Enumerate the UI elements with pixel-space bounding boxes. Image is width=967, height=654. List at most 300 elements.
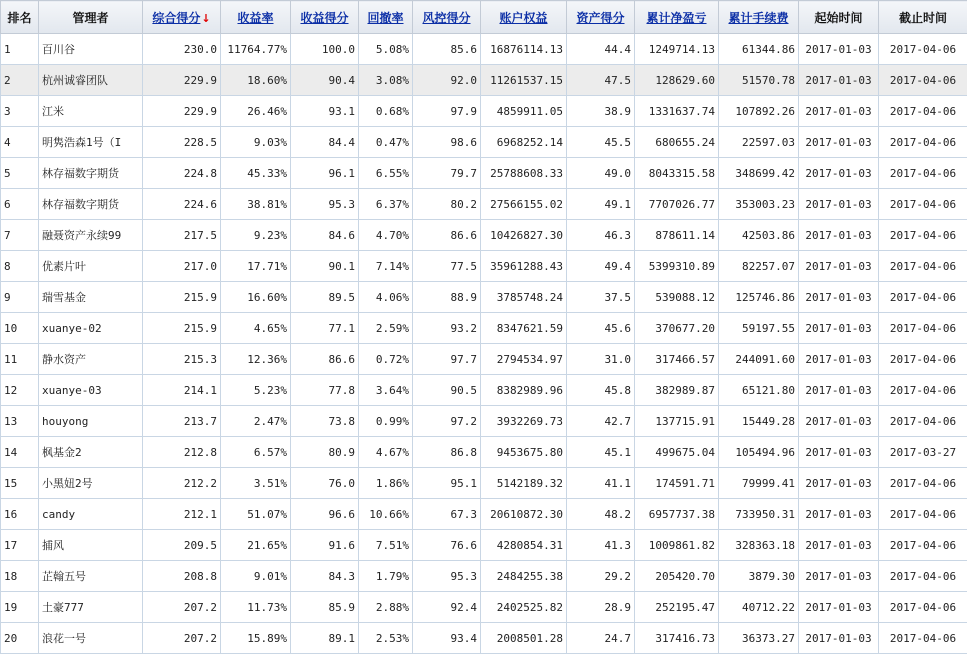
cell-end: 2017-04-06: [879, 158, 967, 189]
cell-return_rate: 9.03%: [221, 127, 291, 158]
cell-composite: 215.9: [143, 313, 221, 344]
cell-risk_score: 98.6: [413, 127, 481, 158]
cell-manager: xuanye-02: [39, 313, 143, 344]
column-header-drawdown[interactable]: [359, 1, 413, 34]
cell-return_score: 86.6: [291, 344, 359, 375]
cell-end: 2017-04-06: [879, 499, 967, 530]
cell-composite: 207.2: [143, 592, 221, 623]
cell-return_rate: 11764.77%: [221, 34, 291, 65]
cell-return_rate: 18.60%: [221, 65, 291, 96]
cell-return_score: 89.1: [291, 623, 359, 654]
cell-asset_score: 38.9: [567, 96, 635, 127]
cell-rank: 1: [1, 34, 39, 65]
cell-fees: 22597.03: [719, 127, 799, 158]
cell-asset_score: 45.6: [567, 313, 635, 344]
cell-risk_score: 92.0: [413, 65, 481, 96]
cell-return_rate: 38.81%: [221, 189, 291, 220]
table-row[interactable]: [1, 34, 967, 65]
table-row[interactable]: [1, 437, 967, 468]
cell-drawdown: 2.53%: [359, 623, 413, 654]
sort-link-composite[interactable]: 综合得分: [152, 10, 201, 25]
sort-link-asset_score[interactable]: 资产得分: [576, 10, 625, 25]
cell-asset_score: 41.3: [567, 530, 635, 561]
cell-fees: 125746.86: [719, 282, 799, 313]
cell-drawdown: 3.08%: [359, 65, 413, 96]
cell-manager: 江米: [39, 96, 143, 127]
cell-return_score: 90.4: [291, 65, 359, 96]
cell-manager: 林存福数字期货: [39, 189, 143, 220]
cell-end: 2017-04-06: [879, 344, 967, 375]
cell-start: 2017-01-03: [799, 96, 879, 127]
cell-return_rate: 11.73%: [221, 592, 291, 623]
cell-end: 2017-04-06: [879, 623, 967, 654]
cell-equity: 8347621.59: [481, 313, 567, 344]
cell-end: 2017-04-06: [879, 530, 967, 561]
cell-return_rate: 3.51%: [221, 468, 291, 499]
cell-return_score: 77.1: [291, 313, 359, 344]
cell-net_pnl: 370677.20: [635, 313, 719, 344]
cell-asset_score: 31.0: [567, 344, 635, 375]
cell-risk_score: 95.1: [413, 468, 481, 499]
cell-risk_score: 93.4: [413, 623, 481, 654]
cell-return_score: 77.8: [291, 375, 359, 406]
sort-link-return_rate[interactable]: 收益率: [237, 10, 274, 25]
column-header-asset_score[interactable]: [567, 1, 635, 34]
cell-return_rate: 21.65%: [221, 530, 291, 561]
cell-drawdown: 4.70%: [359, 220, 413, 251]
cell-equity: 11261537.15: [481, 65, 567, 96]
column-header-net_pnl[interactable]: [635, 1, 719, 34]
cell-manager: 枫基金2: [39, 437, 143, 468]
cell-manager: 捕风: [39, 530, 143, 561]
cell-composite: 215.9: [143, 282, 221, 313]
column-label-rank: 排名: [7, 10, 32, 25]
cell-rank: 15: [1, 468, 39, 499]
cell-start: 2017-01-03: [799, 499, 879, 530]
cell-fees: 79999.41: [719, 468, 799, 499]
cell-manager: 明隽浩森1号（I: [39, 127, 143, 158]
sort-link-risk_score[interactable]: 风控得分: [422, 10, 471, 25]
cell-drawdown: 7.51%: [359, 530, 413, 561]
cell-asset_score: 24.7: [567, 623, 635, 654]
cell-return_score: 93.1: [291, 96, 359, 127]
cell-drawdown: 0.99%: [359, 406, 413, 437]
cell-net_pnl: 137715.91: [635, 406, 719, 437]
cell-manager: houyong: [39, 406, 143, 437]
cell-equity: 27566155.02: [481, 189, 567, 220]
cell-start: 2017-01-03: [799, 158, 879, 189]
sort-link-equity[interactable]: 账户权益: [499, 10, 548, 25]
cell-start: 2017-01-03: [799, 251, 879, 282]
cell-fees: 3879.30: [719, 561, 799, 592]
cell-drawdown: 1.86%: [359, 468, 413, 499]
cell-fees: 82257.07: [719, 251, 799, 282]
cell-manager: 瑞雪基金: [39, 282, 143, 313]
cell-composite: 230.0: [143, 34, 221, 65]
cell-risk_score: 95.3: [413, 561, 481, 592]
cell-rank: 20: [1, 623, 39, 654]
cell-start: 2017-01-03: [799, 437, 879, 468]
table-row[interactable]: [1, 127, 967, 158]
cell-risk_score: 97.7: [413, 344, 481, 375]
cell-equity: 10426827.30: [481, 220, 567, 251]
cell-rank: 6: [1, 189, 39, 220]
cell-asset_score: 46.3: [567, 220, 635, 251]
cell-return_score: 76.0: [291, 468, 359, 499]
cell-risk_score: 79.7: [413, 158, 481, 189]
cell-equity: 3932269.73: [481, 406, 567, 437]
cell-start: 2017-01-03: [799, 65, 879, 96]
cell-net_pnl: 1249714.13: [635, 34, 719, 65]
cell-composite: 224.8: [143, 158, 221, 189]
cell-return_rate: 26.46%: [221, 96, 291, 127]
cell-rank: 8: [1, 251, 39, 282]
cell-fees: 733950.31: [719, 499, 799, 530]
cell-start: 2017-01-03: [799, 282, 879, 313]
cell-fees: 36373.27: [719, 623, 799, 654]
cell-equity: 3785748.24: [481, 282, 567, 313]
column-header-risk_score[interactable]: [413, 1, 481, 34]
cell-equity: 9453675.80: [481, 437, 567, 468]
column-header-rank: [1, 1, 39, 34]
cell-fees: 65121.80: [719, 375, 799, 406]
cell-start: 2017-01-03: [799, 313, 879, 344]
cell-return_score: 85.9: [291, 592, 359, 623]
cell-end: 2017-03-27: [879, 437, 967, 468]
column-label-manager: 管理者: [72, 10, 109, 25]
cell-asset_score: 49.1: [567, 189, 635, 220]
cell-rank: 16: [1, 499, 39, 530]
cell-equity: 5142189.32: [481, 468, 567, 499]
cell-start: 2017-01-03: [799, 127, 879, 158]
cell-rank: 5: [1, 158, 39, 189]
cell-fees: 348699.42: [719, 158, 799, 189]
cell-fees: 107892.26: [719, 96, 799, 127]
cell-asset_score: 49.0: [567, 158, 635, 189]
cell-composite: 212.1: [143, 499, 221, 530]
cell-asset_score: 48.2: [567, 499, 635, 530]
cell-composite: 214.1: [143, 375, 221, 406]
table-row[interactable]: [1, 65, 967, 96]
cell-net_pnl: 205420.70: [635, 561, 719, 592]
cell-rank: 18: [1, 561, 39, 592]
table-row[interactable]: [1, 592, 967, 623]
cell-end: 2017-04-06: [879, 127, 967, 158]
cell-start: 2017-01-03: [799, 561, 879, 592]
cell-manager: 百川谷: [39, 34, 143, 65]
cell-fees: 15449.28: [719, 406, 799, 437]
table-body: [1, 34, 967, 654]
table-row[interactable]: [1, 189, 967, 220]
cell-net_pnl: 317466.57: [635, 344, 719, 375]
cell-equity: 2794534.97: [481, 344, 567, 375]
cell-start: 2017-01-03: [799, 592, 879, 623]
cell-start: 2017-01-03: [799, 220, 879, 251]
cell-fees: 40712.22: [719, 592, 799, 623]
cell-rank: 19: [1, 592, 39, 623]
cell-fees: 328363.18: [719, 530, 799, 561]
cell-asset_score: 42.7: [567, 406, 635, 437]
cell-net_pnl: 499675.04: [635, 437, 719, 468]
cell-composite: 224.6: [143, 189, 221, 220]
table-row[interactable]: [1, 530, 967, 561]
cell-asset_score: 41.1: [567, 468, 635, 499]
cell-end: 2017-04-06: [879, 561, 967, 592]
cell-risk_score: 85.6: [413, 34, 481, 65]
cell-manager: 浪花一号: [39, 623, 143, 654]
column-header-start: [799, 1, 879, 34]
cell-net_pnl: 878611.14: [635, 220, 719, 251]
cell-return_rate: 9.01%: [221, 561, 291, 592]
cell-manager: 静水资产: [39, 344, 143, 375]
cell-fees: 244091.60: [719, 344, 799, 375]
cell-equity: 6968252.14: [481, 127, 567, 158]
cell-fees: 59197.55: [719, 313, 799, 344]
table-row[interactable]: [1, 623, 967, 654]
cell-return_rate: 5.23%: [221, 375, 291, 406]
column-header-manager: [39, 1, 143, 34]
cell-end: 2017-04-06: [879, 189, 967, 220]
cell-manager: 优素片叶: [39, 251, 143, 282]
cell-drawdown: 6.37%: [359, 189, 413, 220]
table-row[interactable]: [1, 158, 967, 189]
cell-manager: 林存福数字期货: [39, 158, 143, 189]
cell-equity: 16876114.13: [481, 34, 567, 65]
cell-return_score: 89.5: [291, 282, 359, 313]
column-label-end: 截止时间: [898, 10, 947, 25]
cell-manager: candy: [39, 499, 143, 530]
cell-composite: 229.9: [143, 96, 221, 127]
cell-return_rate: 51.07%: [221, 499, 291, 530]
cell-start: 2017-01-03: [799, 375, 879, 406]
table-header: [1, 1, 967, 34]
cell-return_rate: 45.33%: [221, 158, 291, 189]
cell-end: 2017-04-06: [879, 220, 967, 251]
cell-rank: 11: [1, 344, 39, 375]
cell-risk_score: 80.2: [413, 189, 481, 220]
cell-return_rate: 2.47%: [221, 406, 291, 437]
cell-rank: 7: [1, 220, 39, 251]
cell-composite: 229.9: [143, 65, 221, 96]
cell-rank: 14: [1, 437, 39, 468]
cell-asset_score: 29.2: [567, 561, 635, 592]
cell-return_score: 84.6: [291, 220, 359, 251]
cell-equity: 4859911.05: [481, 96, 567, 127]
column-header-fees[interactable]: [719, 1, 799, 34]
cell-start: 2017-01-03: [799, 530, 879, 561]
cell-composite: 228.5: [143, 127, 221, 158]
cell-rank: 12: [1, 375, 39, 406]
cell-composite: 217.0: [143, 251, 221, 282]
cell-composite: 212.8: [143, 437, 221, 468]
cell-return_score: 96.1: [291, 158, 359, 189]
cell-drawdown: 0.72%: [359, 344, 413, 375]
cell-return_rate: 12.36%: [221, 344, 291, 375]
cell-manager: 小黑妞2号: [39, 468, 143, 499]
cell-net_pnl: 128629.60: [635, 65, 719, 96]
cell-start: 2017-01-03: [799, 406, 879, 437]
cell-rank: 9: [1, 282, 39, 313]
cell-net_pnl: 1009861.82: [635, 530, 719, 561]
cell-drawdown: 3.64%: [359, 375, 413, 406]
cell-net_pnl: 174591.71: [635, 468, 719, 499]
cell-composite: 213.7: [143, 406, 221, 437]
sort-link-fees[interactable]: 累计手续费: [728, 10, 789, 25]
cell-return_rate: 16.60%: [221, 282, 291, 313]
cell-net_pnl: 539088.12: [635, 282, 719, 313]
cell-risk_score: 77.5: [413, 251, 481, 282]
cell-start: 2017-01-03: [799, 623, 879, 654]
cell-end: 2017-04-06: [879, 96, 967, 127]
cell-drawdown: 10.66%: [359, 499, 413, 530]
cell-end: 2017-04-06: [879, 34, 967, 65]
cell-manager: 杭州诚睿团队: [39, 65, 143, 96]
table-row[interactable]: [1, 282, 967, 313]
cell-asset_score: 45.1: [567, 437, 635, 468]
cell-return_score: 90.1: [291, 251, 359, 282]
sort-link-net_pnl[interactable]: 累计净盈亏: [646, 10, 707, 25]
cell-return_rate: 15.89%: [221, 623, 291, 654]
cell-net_pnl: 252195.47: [635, 592, 719, 623]
cell-asset_score: 44.4: [567, 34, 635, 65]
cell-end: 2017-04-06: [879, 468, 967, 499]
column-header-return_score[interactable]: [291, 1, 359, 34]
table-row[interactable]: [1, 96, 967, 127]
cell-composite: 215.3: [143, 344, 221, 375]
cell-risk_score: 88.9: [413, 282, 481, 313]
cell-end: 2017-04-06: [879, 282, 967, 313]
table-row[interactable]: [1, 406, 967, 437]
cell-start: 2017-01-03: [799, 344, 879, 375]
table-row[interactable]: [1, 499, 967, 530]
cell-equity: 20610872.30: [481, 499, 567, 530]
cell-equity: 2402525.82: [481, 592, 567, 623]
cell-return_rate: 6.57%: [221, 437, 291, 468]
cell-risk_score: 90.5: [413, 375, 481, 406]
cell-risk_score: 86.8: [413, 437, 481, 468]
cell-drawdown: 0.47%: [359, 127, 413, 158]
cell-rank: 17: [1, 530, 39, 561]
cell-net_pnl: 7707026.77: [635, 189, 719, 220]
cell-composite: 209.5: [143, 530, 221, 561]
cell-drawdown: 0.68%: [359, 96, 413, 127]
column-header-equity[interactable]: [481, 1, 567, 34]
cell-drawdown: 6.55%: [359, 158, 413, 189]
sort-link-drawdown[interactable]: 回撤率: [367, 10, 404, 25]
cell-fees: 51570.78: [719, 65, 799, 96]
cell-risk_score: 67.3: [413, 499, 481, 530]
cell-drawdown: 4.67%: [359, 437, 413, 468]
cell-drawdown: 4.06%: [359, 282, 413, 313]
column-header-return_rate[interactable]: [221, 1, 291, 34]
cell-end: 2017-04-06: [879, 406, 967, 437]
cell-manager: xuanye-03: [39, 375, 143, 406]
cell-risk_score: 76.6: [413, 530, 481, 561]
cell-equity: 35961288.43: [481, 251, 567, 282]
cell-asset_score: 45.5: [567, 127, 635, 158]
cell-fees: 61344.86: [719, 34, 799, 65]
cell-net_pnl: 5399310.89: [635, 251, 719, 282]
cell-fees: 353003.23: [719, 189, 799, 220]
cell-asset_score: 45.8: [567, 375, 635, 406]
cell-net_pnl: 1331637.74: [635, 96, 719, 127]
cell-start: 2017-01-03: [799, 468, 879, 499]
cell-end: 2017-04-06: [879, 592, 967, 623]
cell-start: 2017-01-03: [799, 189, 879, 220]
header-row: [1, 1, 967, 34]
cell-equity: 2008501.28: [481, 623, 567, 654]
sort-link-return_score[interactable]: 收益得分: [300, 10, 349, 25]
cell-manager: 土豪777: [39, 592, 143, 623]
cell-end: 2017-04-06: [879, 313, 967, 344]
cell-composite: 212.2: [143, 468, 221, 499]
cell-return_rate: 17.71%: [221, 251, 291, 282]
cell-rank: 4: [1, 127, 39, 158]
cell-end: 2017-04-06: [879, 375, 967, 406]
cell-net_pnl: 680655.24: [635, 127, 719, 158]
cell-manager: 融聂资产永续99: [39, 220, 143, 251]
cell-drawdown: 7.14%: [359, 251, 413, 282]
cell-asset_score: 47.5: [567, 65, 635, 96]
cell-risk_score: 97.2: [413, 406, 481, 437]
table-row[interactable]: [1, 313, 967, 344]
cell-risk_score: 93.2: [413, 313, 481, 344]
table-row[interactable]: [1, 344, 967, 375]
cell-manager: 芷翰五号: [39, 561, 143, 592]
cell-rank: 10: [1, 313, 39, 344]
cell-return_score: 84.4: [291, 127, 359, 158]
table-row[interactable]: [1, 468, 967, 499]
cell-return_score: 73.8: [291, 406, 359, 437]
cell-return_score: 96.6: [291, 499, 359, 530]
cell-return_score: 100.0: [291, 34, 359, 65]
cell-start: 2017-01-03: [799, 34, 879, 65]
cell-rank: 3: [1, 96, 39, 127]
cell-return_rate: 9.23%: [221, 220, 291, 251]
cell-drawdown: 2.88%: [359, 592, 413, 623]
cell-asset_score: 37.5: [567, 282, 635, 313]
table-row[interactable]: [1, 251, 967, 282]
cell-equity: 8382989.96: [481, 375, 567, 406]
cell-net_pnl: 317416.73: [635, 623, 719, 654]
cell-composite: 217.5: [143, 220, 221, 251]
cell-drawdown: 1.79%: [359, 561, 413, 592]
cell-drawdown: 2.59%: [359, 313, 413, 344]
sort-desc-arrow-icon: ↓: [201, 11, 211, 25]
table-row[interactable]: [1, 220, 967, 251]
cell-return_rate: 4.65%: [221, 313, 291, 344]
cell-risk_score: 86.6: [413, 220, 481, 251]
column-header-composite[interactable]: [143, 1, 221, 34]
cell-rank: 2: [1, 65, 39, 96]
cell-return_score: 91.6: [291, 530, 359, 561]
cell-equity: 4280854.31: [481, 530, 567, 561]
cell-drawdown: 5.08%: [359, 34, 413, 65]
table-row[interactable]: [1, 375, 967, 406]
cell-risk_score: 92.4: [413, 592, 481, 623]
cell-net_pnl: 8043315.58: [635, 158, 719, 189]
cell-equity: 25788608.33: [481, 158, 567, 189]
cell-return_score: 95.3: [291, 189, 359, 220]
table-row[interactable]: [1, 561, 967, 592]
cell-return_score: 80.9: [291, 437, 359, 468]
cell-fees: 42503.86: [719, 220, 799, 251]
cell-composite: 207.2: [143, 623, 221, 654]
cell-asset_score: 28.9: [567, 592, 635, 623]
cell-return_score: 84.3: [291, 561, 359, 592]
cell-composite: 208.8: [143, 561, 221, 592]
cell-fees: 105494.96: [719, 437, 799, 468]
